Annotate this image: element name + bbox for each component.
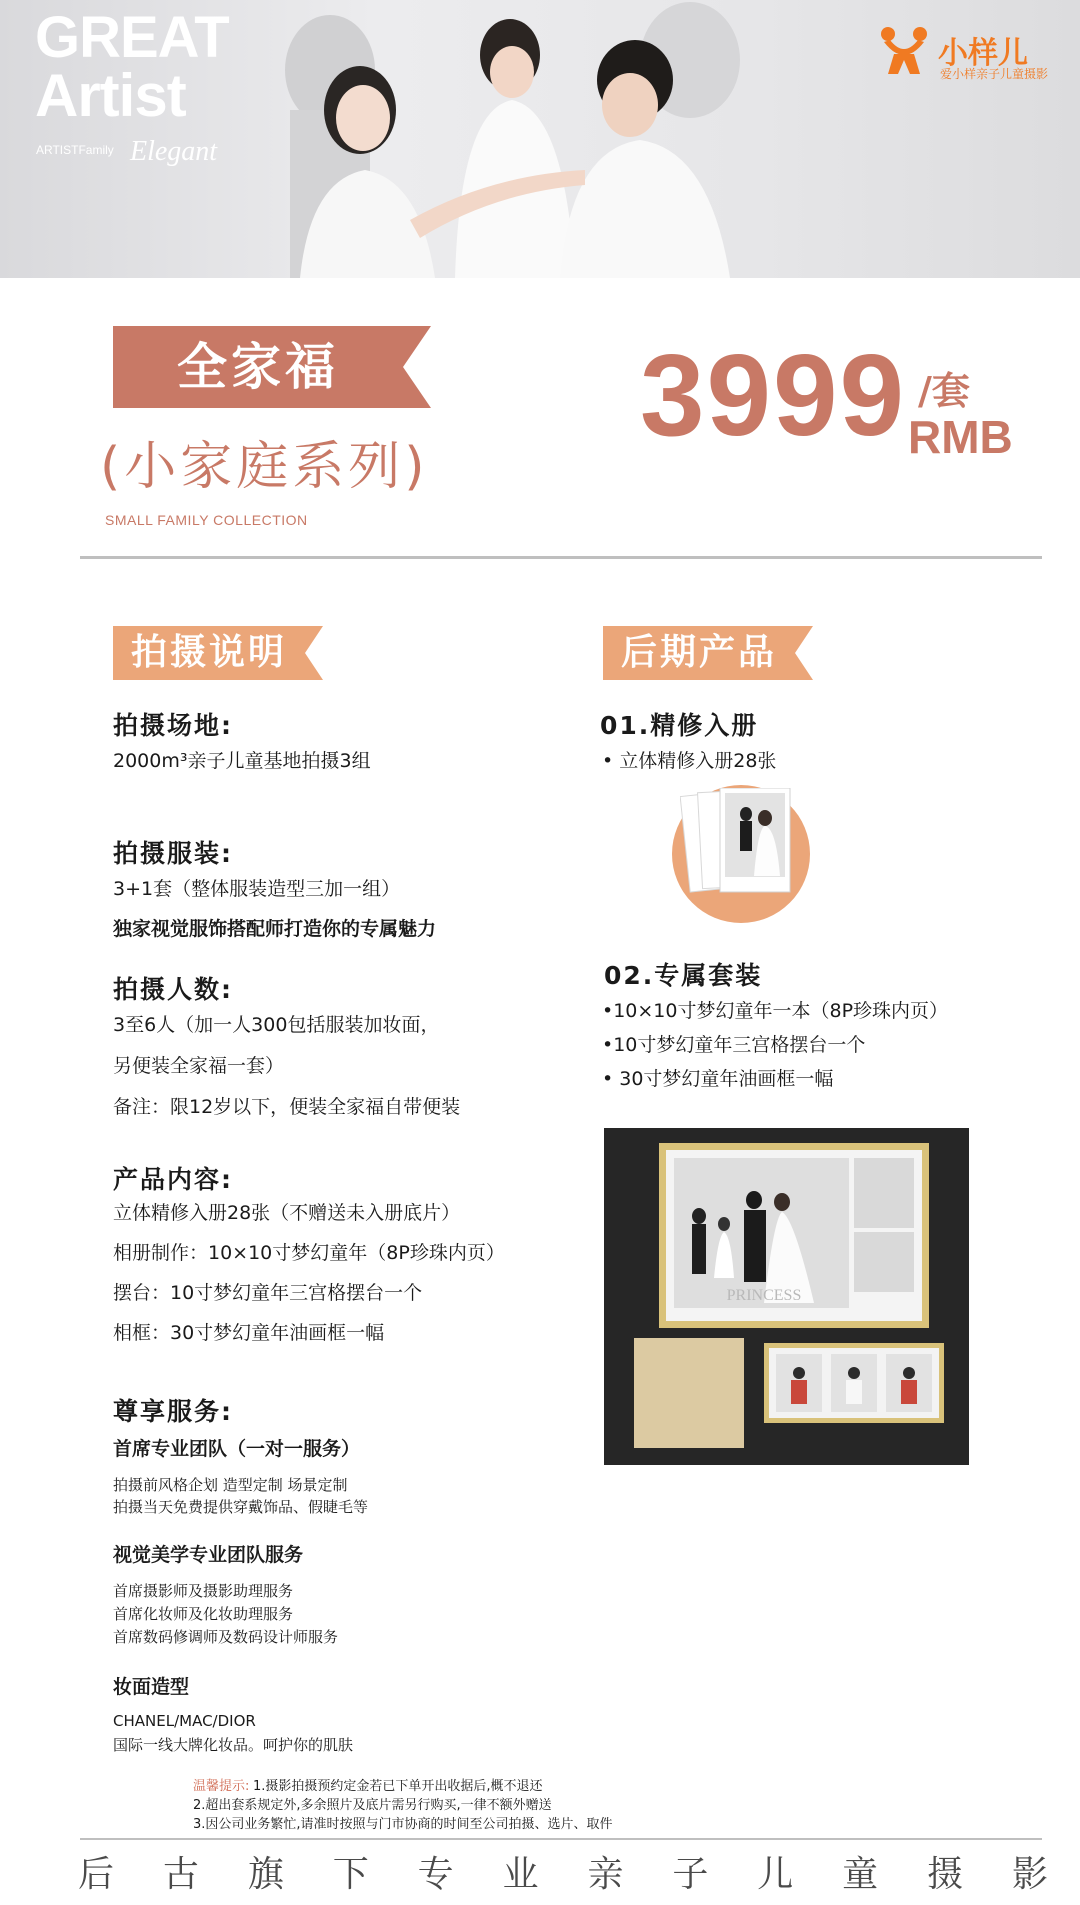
footer-char: 亲 xyxy=(587,1854,624,1895)
costume-text-1: 3+1套（整体服装造型三加一组） xyxy=(113,878,401,900)
costume-text-2: 独家视觉服饰搭配师打造你的专属魅力 xyxy=(113,918,437,940)
frame-caption: PRINCESS xyxy=(726,1287,802,1304)
section-tag-products xyxy=(603,626,813,680)
product1-heading: 01.精修入册 xyxy=(600,711,759,740)
album-photos-illustration xyxy=(680,788,820,908)
service-text-1: 首席专业团队（一对一服务） xyxy=(113,1438,361,1460)
people-note: 备注：限12岁以下，便装全家福自带便装 xyxy=(113,1096,461,1118)
logo-subtitle: 爱小样亲子儿童摄影 xyxy=(940,67,1049,81)
page-subtitle: (小家庭系列) xyxy=(100,437,429,497)
people-heading: 拍摄人数: xyxy=(113,975,233,1004)
brand-tagline: ARTISTFamily xyxy=(36,143,114,157)
footer-slogan xyxy=(78,1846,1048,1897)
footer-divider xyxy=(80,1838,1042,1840)
footer-char: 业 xyxy=(502,1854,539,1895)
makeup-text: 国际一线大牌化妆品。呵护你的肌肤 xyxy=(113,1736,354,1754)
footer-char: 子 xyxy=(672,1854,709,1895)
venue-heading: 拍摄场地: xyxy=(113,711,233,740)
price-unit: /套 xyxy=(918,369,970,413)
visual-heading: 视觉美学专业团队服务 xyxy=(113,1544,304,1566)
service-heading: 尊享服务: xyxy=(113,1397,233,1426)
footer-char: 影 xyxy=(1011,1854,1048,1895)
footer-char: 旗 xyxy=(247,1854,284,1895)
notes-label: 温馨提示: xyxy=(193,1779,250,1794)
people-text-2: 另便装全家福一套） xyxy=(113,1055,285,1077)
section-tag-shooting xyxy=(113,626,323,680)
product2-heading: 02.专属套装 xyxy=(604,961,763,990)
page-subtitle-en: SMALL FAMILY COLLECTION xyxy=(105,512,308,528)
footer-char: 童 xyxy=(842,1854,879,1895)
footer-char: 儿 xyxy=(757,1854,794,1895)
footer-char: 摄 xyxy=(927,1854,964,1895)
product-set-photo xyxy=(604,1128,969,1465)
brand-script: Elegant xyxy=(130,136,218,167)
product2-text-3: • 30寸梦幻童年油画框一幅 xyxy=(602,1068,834,1090)
footer-char: 下 xyxy=(332,1854,369,1895)
person-icon xyxy=(878,24,930,76)
makeup-brands: CHANEL/MAC/DIOR xyxy=(113,1712,256,1730)
product1-text: • 立体精修入册28张 xyxy=(602,750,777,772)
section-tag-products-label: 后期产品 xyxy=(621,632,778,673)
section-tag-shooting-label: 拍摄说明 xyxy=(131,632,288,673)
brand-title-line2: Artist xyxy=(35,62,186,129)
product-heading: 产品内容: xyxy=(113,1165,233,1194)
product-text-1: 立体精修入册28张（不赠送未入册底片） xyxy=(113,1202,461,1224)
product-text-4: 相框：30寸梦幻童年油画框一幅 xyxy=(113,1322,385,1344)
product2-text-2: •10寸梦幻童年三宫格摆台一个 xyxy=(602,1034,866,1056)
service-text-2: 拍摄前风格企划 造型定制 场景定制 xyxy=(113,1476,348,1494)
footer-char: 后 xyxy=(78,1854,115,1895)
visual-text-3: 首席数码修调师及数码设计师服务 xyxy=(113,1628,339,1646)
costume-heading: 拍摄服装: xyxy=(113,839,233,868)
note-3: 3.因公司业务繁忙,请准时按照与门市协商的时间至公司拍摄、选片、取件 xyxy=(193,1817,613,1832)
visual-text-2: 首席化妆师及化妆助理服务 xyxy=(113,1605,294,1623)
product2-text-1: •10×10寸梦幻童年一本（8P珍珠内页） xyxy=(602,1000,949,1022)
price-currency: RMB xyxy=(908,411,1013,463)
note-2: 2.超出套系规定外,多余照片及底片需另行购买,一律不额外赠送 xyxy=(193,1798,552,1813)
logo-name: 小样儿 xyxy=(938,36,1028,71)
product-text-2: 相册制作：10×10寸梦幻童年（8P珍珠内页） xyxy=(113,1242,505,1264)
hero-family-photo xyxy=(260,0,880,278)
price-value: 3999 xyxy=(640,330,907,460)
hero-banner xyxy=(0,0,1080,278)
footer-char: 专 xyxy=(417,1854,454,1895)
venue-text: 2000m³亲子儿童基地拍摄3组 xyxy=(113,750,371,772)
people-text-1: 3至6人（加一人300包括服装加妆面， xyxy=(113,1014,440,1036)
footer-char: 古 xyxy=(162,1854,199,1895)
product-text-3: 摆台：10寸梦幻童年三宫格摆台一个 xyxy=(113,1282,423,1304)
brand-title-line1: GREAT xyxy=(35,5,229,70)
note-1: 1.摄影拍摄预约定金若已下单开出收据后,概不退还 xyxy=(253,1779,543,1794)
page-title: 全家福 xyxy=(177,338,339,396)
visual-text-1: 首席摄影师及摄影助理服务 xyxy=(113,1582,294,1600)
service-text-3: 拍摄当天免费提供穿戴饰品、假睫毛等 xyxy=(113,1498,369,1516)
makeup-heading: 妆面造型 xyxy=(113,1676,190,1698)
divider xyxy=(80,556,1042,559)
